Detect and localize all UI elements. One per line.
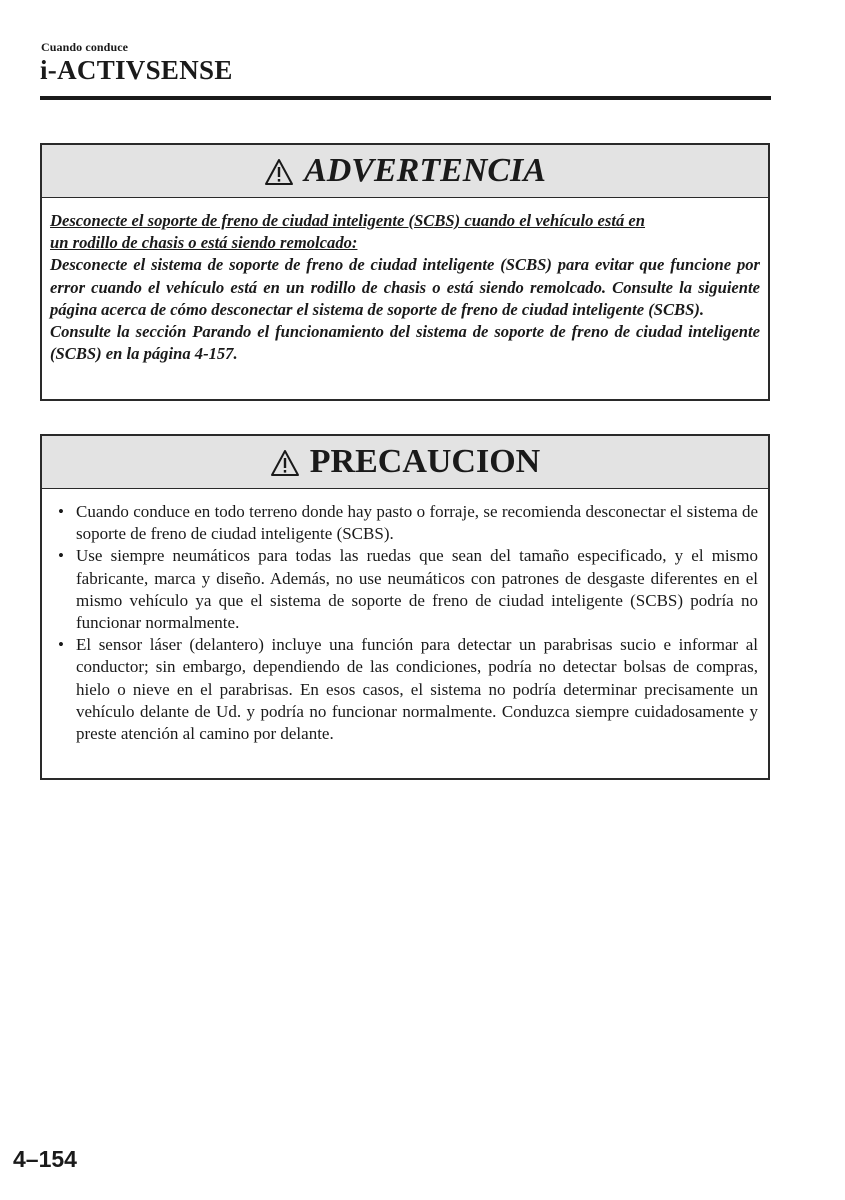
warning-triangle-icon	[270, 449, 300, 477]
caution-header	[42, 436, 768, 489]
list-item	[58, 545, 758, 634]
warning-paragraph: Desconecte el sistema de soporte de freno de ciudad inteligente (SCBS) para evitar que funcione por error cuando el vehículo está en un rodillo de chasis o está siendo remolcado. Consulte la siguiente página acerca de cómo desconectar el sistema de soporte de freno de ciudad inteligente (SCBS).	[50, 255, 760, 319]
list-item-text: Use siempre neumáticos para todas las ruedas que sean del tamaño especificado, y el mismo fabricante, marca y diseño. Además, no use neumáticos con patrones de desgaste diferentes en el mismo vehículo ya que el sistema de soporte de freno de ciudad inteligente (SCBS) podría no funcionar normalmente.	[76, 546, 758, 633]
list-item-text: El sensor láser (delantero) incluye una función para detectar un parabrisas sucio e informar al conductor; sin embargo, dependiendo de las condiciones, podría no detectar bolsas de compras, hielo o nieve en el parabrisas. En esos casos, el sistema no podría determinar precisamente un vehículo delante de Ud. y podría no funcionar normalmente. Conduzca siempre cuidadosamente y preste atención al camino por delante.	[76, 635, 758, 744]
caution-heading: PRECAUCION	[309, 443, 541, 480]
warning-heading: ADVERTENCIA	[304, 152, 546, 189]
section-label: Cuando conduce	[41, 40, 129, 54]
bullet: •	[58, 502, 64, 521]
bullet: •	[58, 546, 64, 566]
warning-subheading-line-2: un rodillo de chasis o está siendo remolcado:	[50, 233, 358, 253]
warning-triangle-icon	[264, 158, 294, 186]
warning-box	[40, 143, 770, 401]
caution-body	[42, 489, 768, 745]
bullet: •	[58, 635, 64, 655]
list-item	[58, 501, 758, 545]
list-item-text: Cuando conduce en todo terreno donde hay pasto o forraje, se recomienda desconectar el sistema de soporte de freno de ciudad inteligente (SCBS).	[76, 502, 758, 544]
caution-list	[58, 501, 758, 745]
caution-box	[40, 434, 770, 780]
page-number: 4–154	[13, 1146, 77, 1172]
warning-subheading-line-1: Desconecte el soporte de freno de ciudad inteligente (SCBS) cuando el vehículo está en	[50, 211, 646, 230]
warning-header	[42, 145, 768, 198]
warning-body	[42, 198, 768, 365]
header-rule	[40, 96, 771, 100]
list-item	[58, 634, 758, 745]
warning-reference: Consulte la sección Parando el funcionamiento del sistema de soporte de freno de ciudad inteligente (SCBS) en la página 4-157.	[50, 322, 760, 364]
chapter-title: i-ACTIVSENSE	[40, 55, 233, 85]
